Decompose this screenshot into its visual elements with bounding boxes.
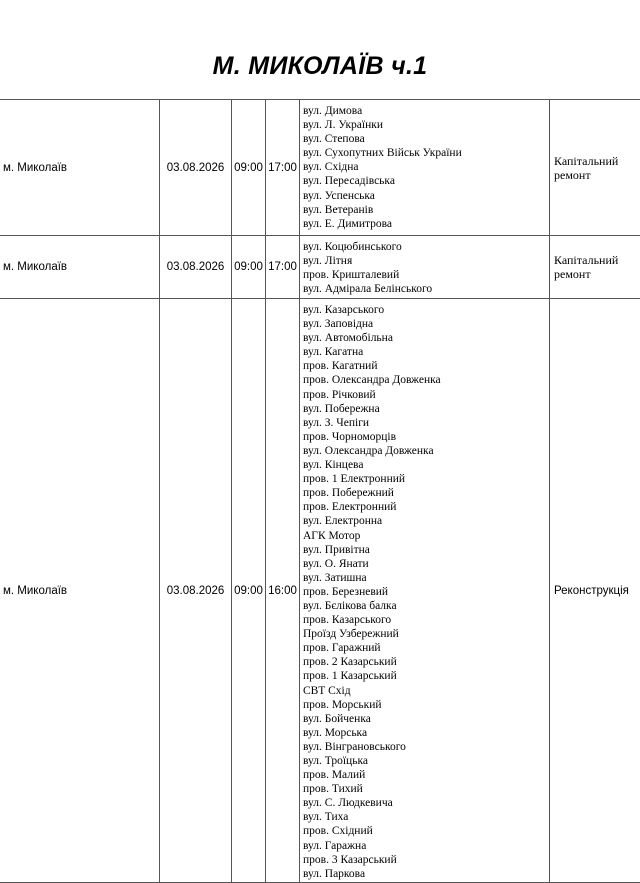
reason-cell: Капітальний ремонт: [550, 100, 640, 236]
street-item: пров. 1 Електронний: [303, 472, 549, 486]
street-item: пров. Тихий: [303, 782, 549, 796]
reason-cell: Реконструкція: [550, 299, 640, 883]
street-item: вул. Л. Українки: [303, 118, 549, 132]
street-item: вул. Морська: [303, 726, 549, 740]
streets-cell: [300, 299, 550, 883]
street-item: вул. Адмірала Белінського: [303, 282, 549, 296]
street-item: вул. Східна: [303, 160, 549, 174]
street-item: вул. Казарського: [303, 303, 549, 317]
street-item: вул. Привітна: [303, 543, 549, 557]
street-item: вул. Бєлікова балка: [303, 599, 549, 613]
street-item: пров. Казарського: [303, 613, 549, 627]
street-item: пров. Малий: [303, 768, 549, 782]
street-item: вул. Побережна: [303, 402, 549, 416]
street-item: пров. Гаражний: [303, 641, 549, 655]
start-time-cell: 09:00: [232, 100, 266, 236]
street-item: вул. Затишна: [303, 571, 549, 585]
city-cell: м. Миколаїв: [0, 299, 160, 883]
streets-cell: [300, 236, 550, 299]
street-item: вул. Кінцева: [303, 458, 549, 472]
street-item: пров. Кришталевий: [303, 268, 549, 282]
date-cell: 03.08.2026: [160, 100, 232, 236]
city-cell: м. Миколаїв: [0, 100, 160, 236]
street-item: АГК Мотор: [303, 529, 549, 543]
street-item: пров. Східний: [303, 824, 549, 838]
street-item: вул. Вінграновського: [303, 740, 549, 754]
street-item: пров. Чорноморців: [303, 430, 549, 444]
street-item: вул. Кагатна: [303, 345, 549, 359]
street-item: вул. Пересадівська: [303, 174, 549, 188]
street-item: вул. Електронна: [303, 514, 549, 528]
street-item: вул. З. Чепіги: [303, 416, 549, 430]
street-item: вул. Димова: [303, 104, 549, 118]
street-item: вул. О. Янати: [303, 557, 549, 571]
street-item: вул. Коцюбинського: [303, 240, 549, 254]
end-time-cell: 17:00: [266, 100, 300, 236]
streets-cell: [300, 100, 550, 236]
table-row: [0, 236, 640, 299]
street-item: пров. 1 Казарський: [303, 669, 549, 683]
street-item: вул. Гаражна: [303, 839, 549, 853]
street-item: пров. Електронний: [303, 500, 549, 514]
street-item: пров. Морський: [303, 698, 549, 712]
table-row: [0, 100, 640, 236]
date-cell: 03.08.2026: [160, 299, 232, 883]
end-time-cell: 16:00: [266, 299, 300, 883]
street-item: СВТ Схід: [303, 684, 549, 698]
start-time-cell: 09:00: [232, 299, 266, 883]
street-item: вул. С. Людкевича: [303, 796, 549, 810]
street-item: пров. 3 Казарський: [303, 853, 549, 867]
street-item: вул. Літня: [303, 254, 549, 268]
street-item: пров. Річковий: [303, 388, 549, 402]
street-item: пров. Кагатний: [303, 359, 549, 373]
table-row: [0, 299, 640, 883]
street-item: пров. Олександра Довженка: [303, 373, 549, 387]
street-item: вул. Успенська: [303, 189, 549, 203]
street-item: вул. Бойченка: [303, 712, 549, 726]
street-item: пров. Березневий: [303, 585, 549, 599]
street-item: вул. Тиха: [303, 810, 549, 824]
reason-cell: Капітальний ремонт: [550, 236, 640, 299]
start-time-cell: 09:00: [232, 236, 266, 299]
street-item: вул. Степова: [303, 132, 549, 146]
street-item: пров. Побережний: [303, 486, 549, 500]
street-item: вул. Троїцька: [303, 754, 549, 768]
end-time-cell: 17:00: [266, 236, 300, 299]
outage-schedule-table: [0, 99, 640, 883]
street-item: вул. Автомобільна: [303, 331, 549, 345]
street-item: Проїзд Узбережний: [303, 627, 549, 641]
city-cell: м. Миколаїв: [0, 236, 160, 299]
street-item: вул. Олександра Довженка: [303, 444, 549, 458]
date-cell: 03.08.2026: [160, 236, 232, 299]
street-item: пров. 2 Казарський: [303, 655, 549, 669]
page-title: М. МИКОЛАЇВ ч.1: [0, 52, 640, 81]
street-item: вул. Е. Димитрова: [303, 217, 549, 231]
street-item: вул. Паркова: [303, 867, 549, 881]
street-item: вул. Сухопутних Військ України: [303, 146, 549, 160]
street-item: вул. Заповідна: [303, 317, 549, 331]
street-item: вул. Ветеранів: [303, 203, 549, 217]
